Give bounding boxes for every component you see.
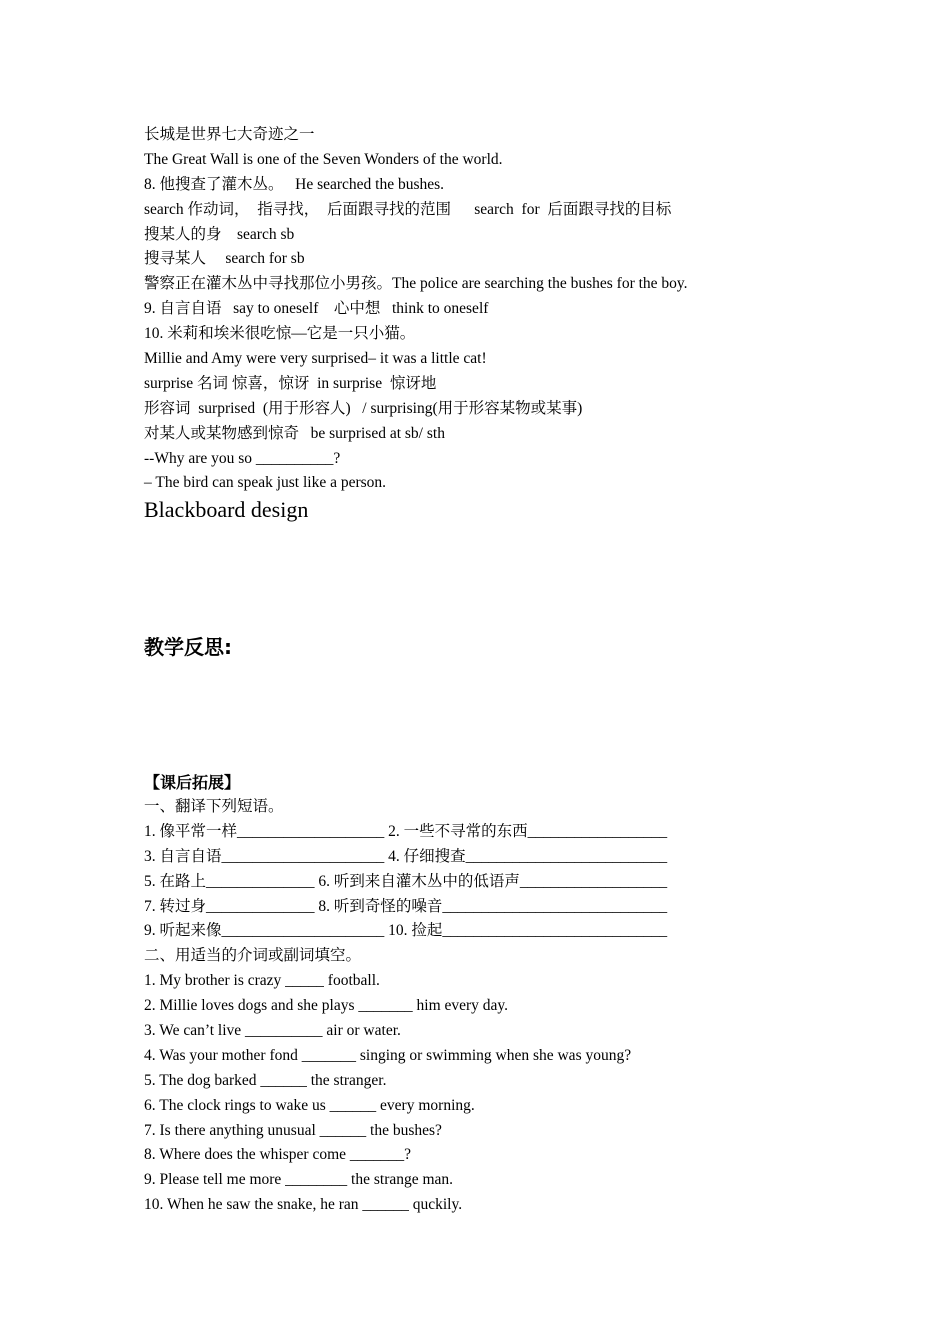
- note-line: 10. 米莉和埃米很吃惊—它是一只小猫。: [144, 325, 416, 343]
- fill-blank-line: 1. My brother is crazy _____ football.: [144, 972, 380, 990]
- part2-title: 二、用适当的介词或副词填空。: [144, 947, 362, 965]
- note-line: 对某人或某物感到惊奇 be surprised at sb/ sth: [144, 424, 445, 442]
- fill-blank-line: 10. When he saw the snake, he ran ______ quckily.: [144, 1196, 463, 1214]
- translation-line: 3. 自言自语_____________________ 4. 仔细搜查__________________________: [144, 847, 668, 865]
- note-line: 长城是世界七大奇迹之一: [144, 126, 315, 143]
- fill-blank-line: 6. The clock rings to wake us ______ every morning.: [144, 1096, 475, 1114]
- fill-blank-line: 2. Millie loves dogs and she plays _______ him every day.: [144, 997, 509, 1015]
- note-line: 搜某人的身 search sb: [144, 225, 295, 243]
- note-line: – The bird can speak just like a person.: [144, 474, 387, 492]
- translation-line: 5. 在路上______________ 6. 听到来自灌木丛中的低语声___________________: [144, 872, 668, 890]
- extension-heading: 【课后拓展】: [144, 773, 241, 792]
- fill-blank-line: 3. We can’t live __________ air or water.: [144, 1022, 401, 1040]
- note-line: search 作动词， 指寻找， 后面跟寻找的范围 search for 后面跟寻找的目标: [144, 200, 672, 218]
- note-line: --Why are you so __________?: [144, 449, 341, 467]
- translation-line: 7. 转过身______________ 8. 听到奇怪的噪音_____________________________: [144, 897, 668, 915]
- note-line: The Great Wall is one of the Seven Wonders of the world.: [144, 150, 503, 168]
- part1-title: 一、翻译下列短语。: [144, 798, 284, 815]
- fill-blank-line: 5. The dog barked ______ the stranger.: [144, 1071, 387, 1089]
- fill-blank-line: 7. Is there anything unusual ______ the bushes?: [144, 1121, 442, 1139]
- note-line: 警察正在灌木丛中寻找那位小男孩。The police are searching the bushes for the boy.: [144, 275, 688, 293]
- note-line: 搜寻某人 search for sb: [144, 250, 305, 268]
- lesson-notes: [144, 123, 864, 496]
- note-line: 8. 他搜查了灌木丛。 He searched the bushes.: [144, 175, 445, 193]
- note-line: 形容词 surprised (用于形容人) / surprising(用于形容某物或某事): [144, 399, 583, 417]
- note-line: surprise 名词 惊喜，惊讶 in surprise 惊讶地: [144, 374, 437, 392]
- fill-blank-line: 9. Please tell me more ________ the strange man.: [144, 1171, 454, 1189]
- fill-blank-line: 4. Was your mother fond _______ singing or swimming when she was young?: [144, 1046, 632, 1064]
- blackboard-design-heading: Blackboard design: [144, 497, 309, 522]
- teaching-reflection-heading: 教学反思:: [144, 635, 232, 659]
- fill-blank-line: 8. Where does the whisper come _______?: [144, 1146, 412, 1164]
- translation-line: 9. 听起来像_____________________ 10. 捡起_____________________________: [144, 922, 668, 940]
- translation-line: 1. 像平常一样___________________ 2. 一些不寻常的东西__________________: [144, 822, 668, 840]
- note-line: 9. 自言自语 say to oneself 心中想 think to oneself: [144, 300, 489, 318]
- extension-section: [144, 771, 864, 1218]
- note-line: Millie and Amy were very surprised– it was a little cat!: [144, 350, 487, 368]
